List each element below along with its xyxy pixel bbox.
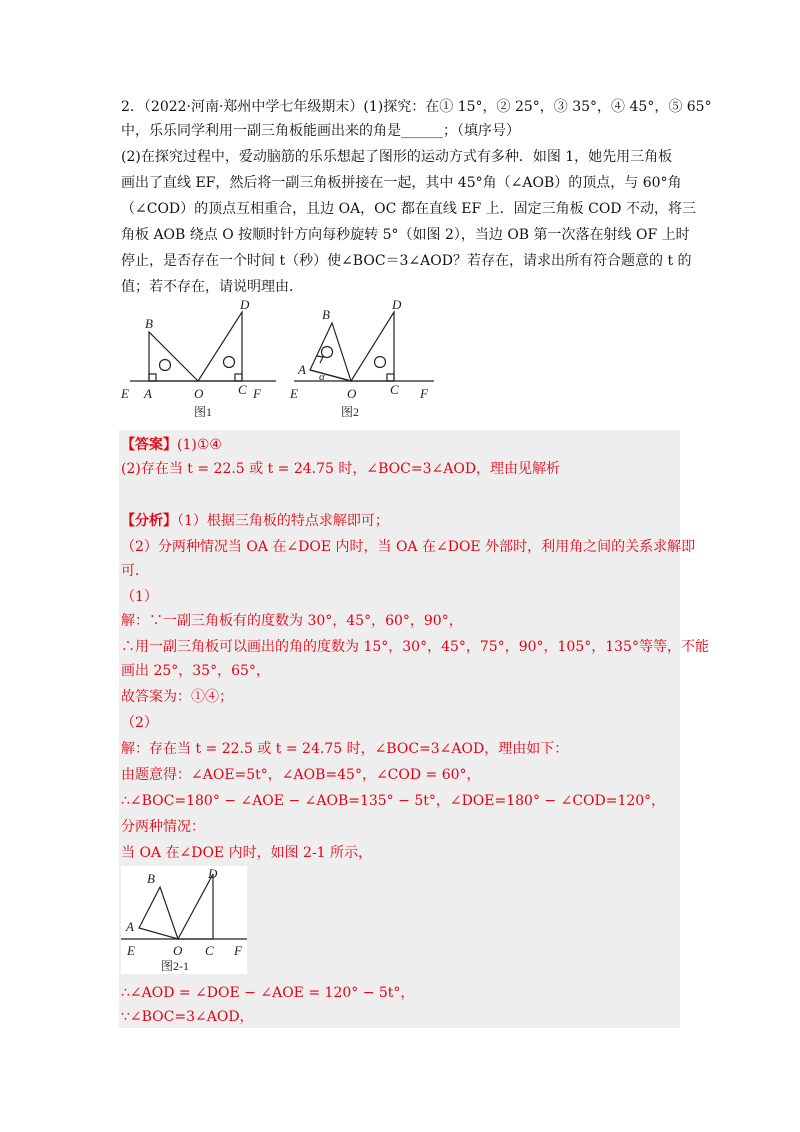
analysis-line-1 (121, 510, 389, 532)
analysis-part-1: （1）根据三角板的特点求解即可； (177, 513, 389, 529)
solution-line-12: ∴∠AOD = ∠DOE − ∠AOE = 120° − 5t°， (121, 985, 415, 1001)
fig3-label-e: E (127, 943, 135, 958)
fig3-label-c: C (205, 943, 214, 958)
fig2-label-alpha: α (319, 371, 325, 383)
answer-line-1 (121, 434, 222, 456)
solution-line-13: ∵∠BOC=3∠AOD， (121, 1009, 254, 1025)
question-line-3: (2)在探究过程中，爱动脑筋的乐乐想起了图形的运动方式有多种．如图 1，她先用三角板 (121, 149, 673, 165)
fig3-label-b: B (147, 871, 155, 886)
solution-line-4: 画出 25°，35°，65°， (121, 663, 270, 679)
fig2-label-c: C (390, 382, 399, 397)
fig1-label-a: A (144, 386, 152, 401)
fig2-label-a: A (298, 362, 306, 377)
fig3-label-a: A (126, 919, 134, 934)
solution-line-2: 解：∵一副三角板有的度数为 30°，45°，60°，90°， (121, 613, 463, 629)
solution-line-11: 当 OA 在∠DOE 内时，如图 2-1 所示， (121, 845, 373, 861)
question-line-2: 中，乐乐同学利用一副三角板能画出来的角是______；（填序号） (121, 123, 520, 139)
fig3-triangle-aob (139, 887, 178, 939)
fig2-line-oa (310, 370, 351, 381)
question-line-5: （∠COD）的顶点互相重合，且边 OA，OC 都在直线 EF 上．固定三角板 COD 不动，将三 (121, 201, 696, 217)
fig3-label-f: F (234, 943, 242, 958)
fig2-label-d: D (392, 297, 402, 312)
fig2-circle-2 (375, 357, 386, 368)
question-line-4: 画出了直线 EF，然后将一副三角板拼接在一起，其中 45°角（∠AOB）的顶点，与 60°角 (121, 175, 682, 191)
fig2-right-angle-a (317, 356, 323, 363)
fig2-label-f: F (420, 386, 428, 401)
fig3-triangle-cod (178, 874, 213, 939)
solution-line-8: 由题意得：∠AOE=5t°，∠AOB=45°，∠COD = 60°， (121, 767, 481, 783)
figure-2 (284, 296, 444, 426)
solution-line-10: 分两种情况： (121, 819, 205, 835)
solution-line-1: （1） (121, 589, 158, 605)
fig2-circle-1 (322, 347, 333, 358)
fig2-label-b: B (322, 307, 330, 322)
solution-line-9: ∴∠BOC=180° − ∠AOE − ∠AOB=135° − 5t°，∠DOE=180° − ∠COD=120°， (121, 793, 666, 809)
question-line-1: 2．（2022·河南·郑州中学七年级期末）(1)探究：在① 15°，② 25°，③ 35°，④ 45°，⑤ 65° (121, 99, 712, 115)
fig1-label-c: C (238, 382, 247, 397)
fig1-right-angle-c (235, 374, 242, 381)
fig2-label-o: O (347, 386, 357, 401)
solution-line-5: 故答案为：①④； (121, 689, 233, 705)
figure-1 (116, 296, 276, 426)
fig2-right-angle-c (387, 374, 394, 381)
analysis-line-3: 可． (121, 563, 149, 579)
fig1-right-angle-a (149, 374, 156, 381)
question-line-8: 值；若不存在，请说明理由． (121, 279, 303, 295)
fig1-caption: 图1 (194, 405, 213, 419)
fig3-label-o: O (173, 943, 183, 958)
question-line-7: 停止，是否存在一个时间 t（秒）使∠BOC＝3∠AOD？若存在，请求出所有符合题意的 t 的 (121, 253, 692, 269)
fig1-label-d: D (240, 297, 250, 312)
fig3-label-d: D (208, 866, 218, 881)
analysis-tag: 【分析】 (121, 513, 177, 529)
fig1-label-o: O (194, 386, 204, 401)
fig1-label-f: F (253, 386, 261, 401)
solution-line-6: （2） (121, 715, 158, 731)
fig1-label-e: E (121, 386, 129, 401)
fig2-caption: 图2 (341, 405, 360, 419)
question-line-6: 角板 AOB 绕点 O 按顺时针方向每秒旋转 5°（如图 2），当边 OB 第一次落在射线 OF 上时 (121, 227, 690, 243)
fig1-circle-2 (224, 357, 235, 368)
answer-tag: 【答案】 (121, 437, 177, 453)
fig2-triangle-cod (351, 312, 394, 381)
fig2-label-e: E (290, 386, 298, 401)
fig1-label-b: B (145, 316, 153, 331)
figure-2-1 (121, 866, 247, 974)
fig3-caption: 图2-1 (161, 959, 189, 973)
solution-line-3: ∴用一副三角板可以画出的角的度数为 15°，30°，45°，75°，90°，105°，135°等等，不能 (121, 639, 709, 655)
answer-part-1: (1)①④ (177, 437, 222, 453)
answer-line-2: (2)存在当 t = 22.5 或 t = 24.75 时，∠BOC=3∠AOD，理由见解析 (121, 461, 561, 477)
analysis-line-2: （2）分两种情况当 OA 在∠DOE 内时，当 OA 在∠DOE 外部时，利用角之间的关系求解即 (121, 539, 696, 555)
solution-line-7: 解：存在当 t = 22.5 或 t = 24.75 时，∠BOC=3∠AOD，理由如下： (121, 741, 569, 757)
fig1-triangle-cod (198, 312, 242, 381)
fig1-circle-1 (160, 360, 171, 371)
fig2-triangle-aob (310, 323, 351, 381)
